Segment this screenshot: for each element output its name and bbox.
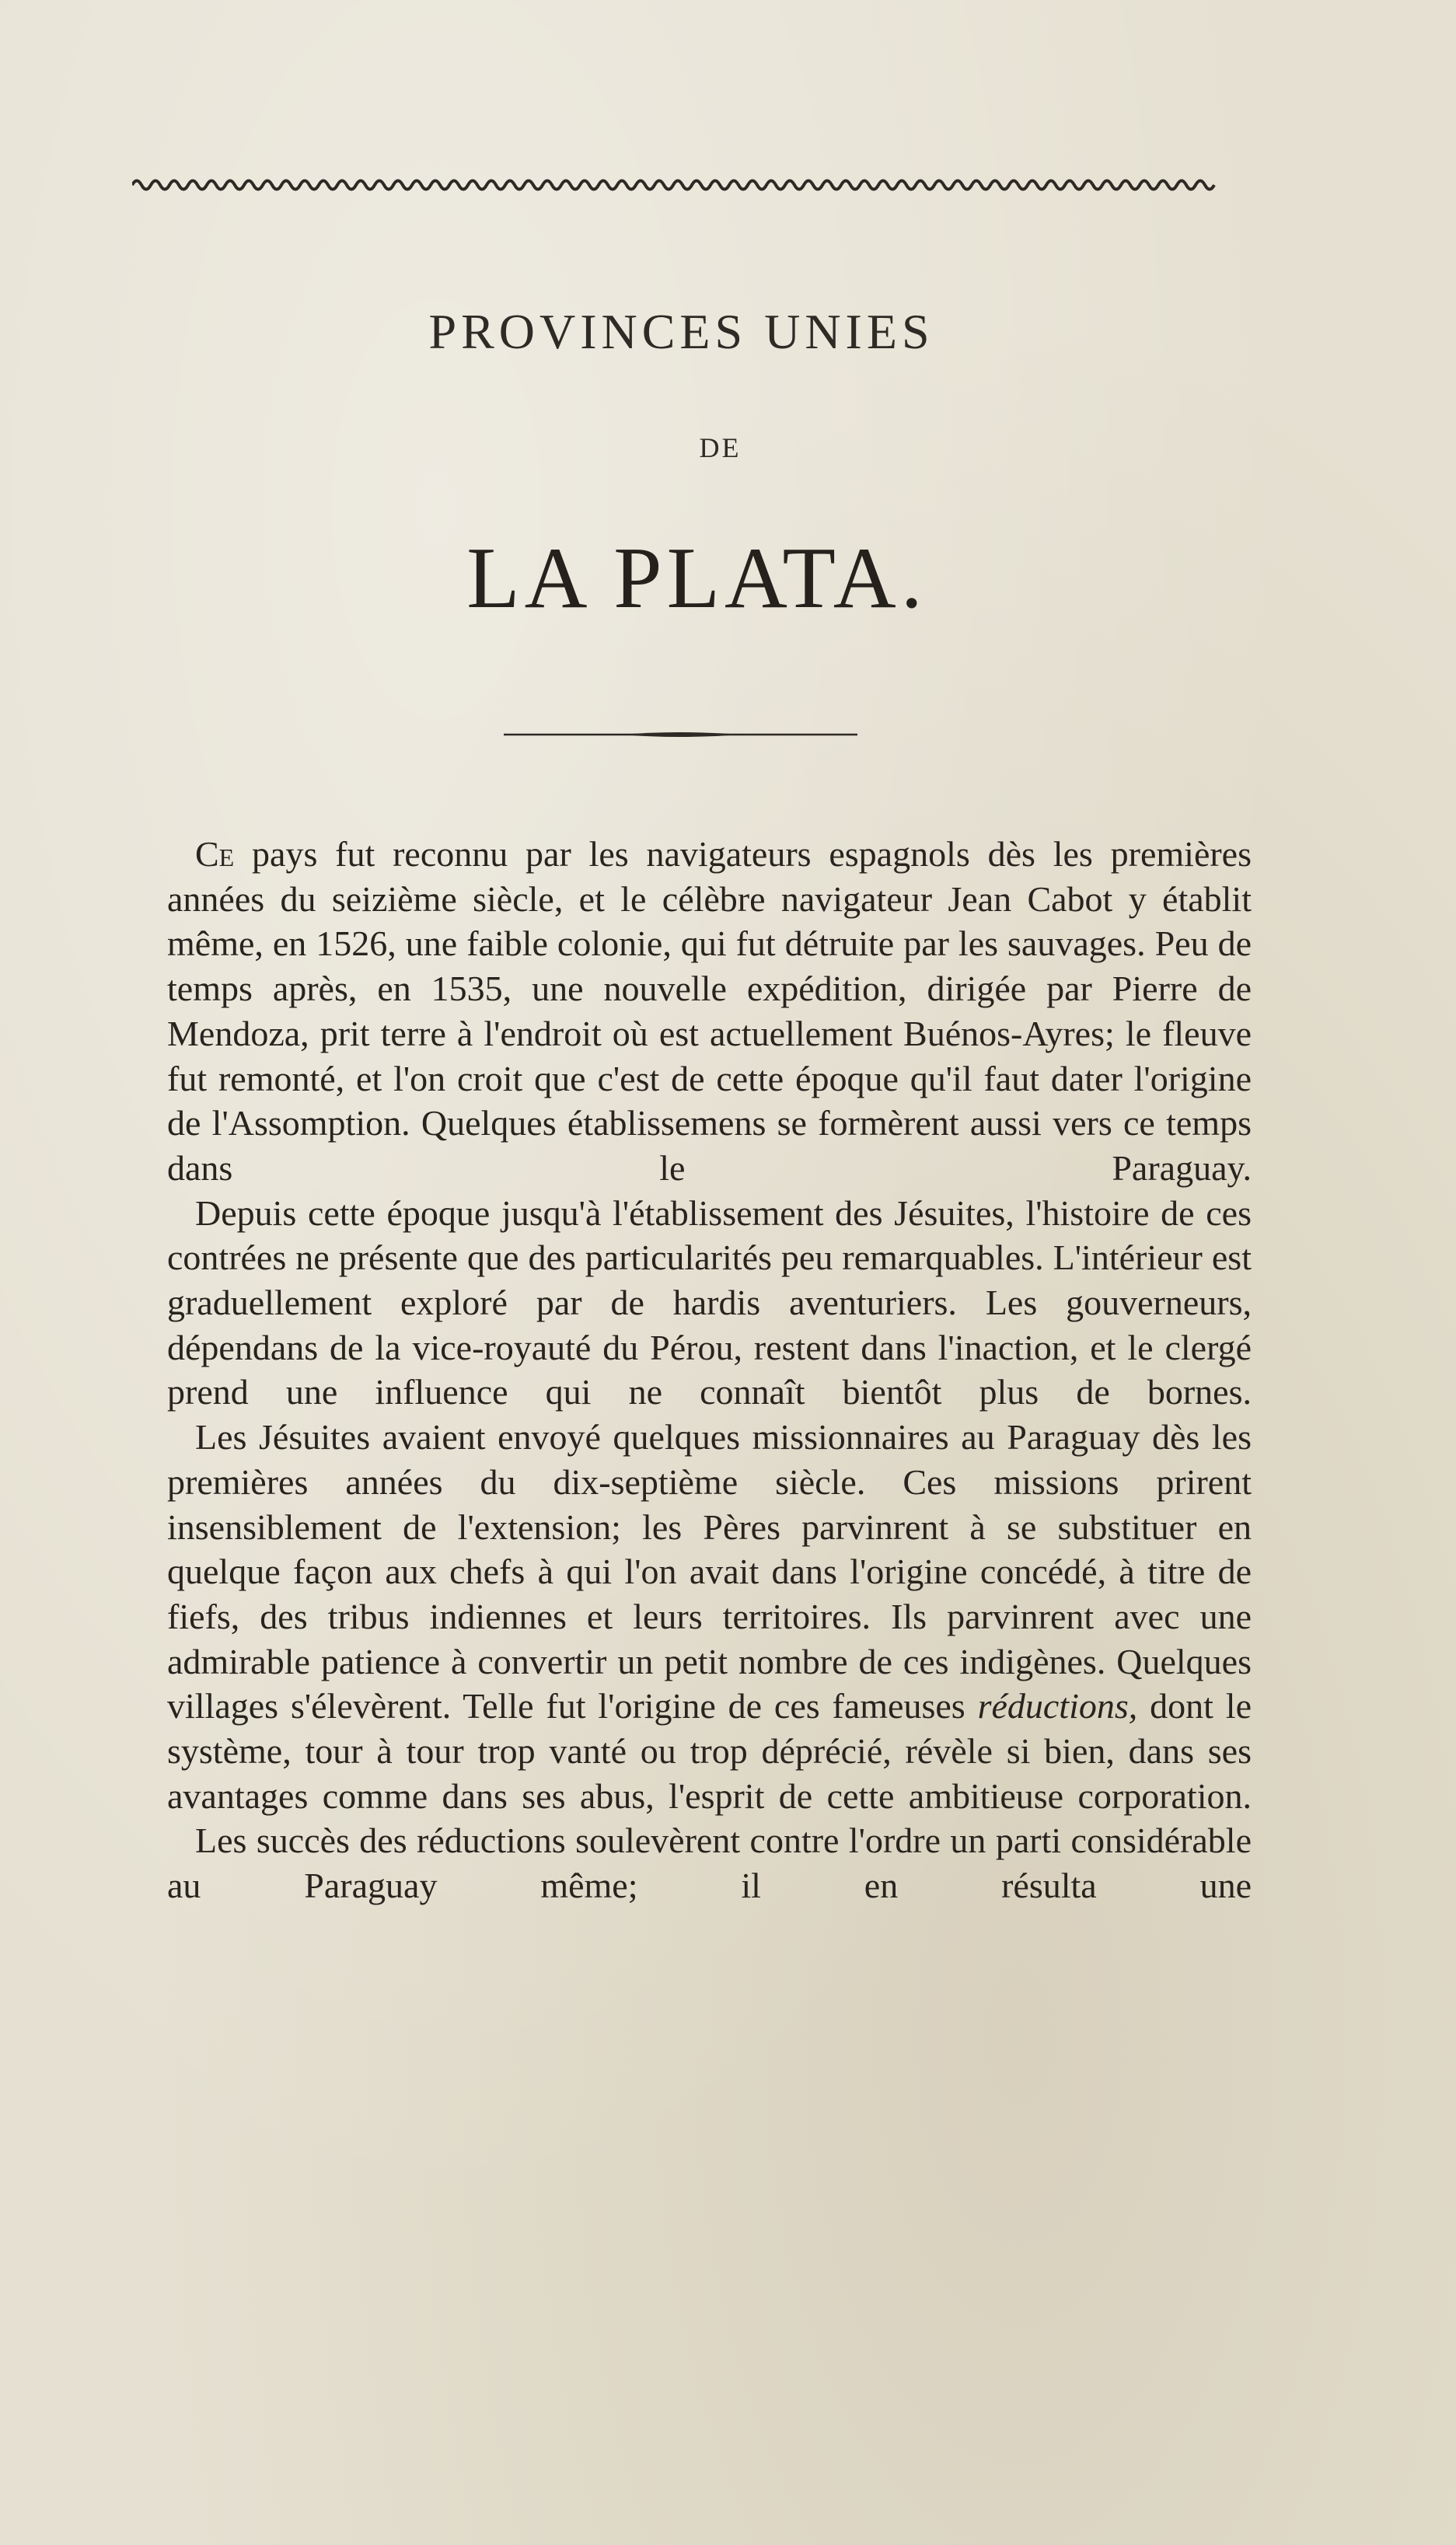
- decorative-top-border: [132, 175, 1217, 195]
- title-line-3: LA PLATA.: [466, 530, 927, 627]
- title-line-1: PROVINCES UNIES: [428, 304, 934, 359]
- paragraph-3-text-after: dont le système, tour à tour trop vanté ou trop déprécié, révèle si bien, dans ses avantages comme dans ses abus, l'esprit de cette ambitieuse corporation.: [167, 1686, 1252, 1816]
- paragraph-3-text-before: Les Jésuites avaient envoyé quelques missionnaires au Paraguay dès les premières années du dix-septième siècle. Ces missions prirent insensiblement de l'extension; les Pères parvinrent à se substituer en quelque façon aux chefs à qui l'on avait dans l'origine concédé, à titre de fiefs, des tribus indiennes et leurs territoires. Ils parvinrent avec une admirable patience à convertir un petit nombre de ces indigènes. Quelques villages s'élevèrent. Telle fut l'origine de ces fameuses: [167, 1417, 1252, 1726]
- body-text: [167, 832, 1252, 1908]
- paragraph-3: [167, 1415, 1252, 1818]
- paragraph-1-text: pays fut reconnu par les navigateurs espagnols dès les premières années du seizième siècle, et le célèbre navigateur Jean Cabot y établit même, en 1526, une faible colonie, qui fut détruite par les sauvages. Peu de temps après, en 1535, une nouvelle expédition, dirigée par Pierre de Mendoza, prit terre à l'endroit où est actuellement Buénos-Ayres; le fleuve fut remonté, et l'on croit que c'est de cette époque qu'il faut dater l'origine de l'Assomption. Quelques établissemens se formèrent aussi vers ce temps dans le Paraguay.: [167, 834, 1252, 1188]
- paragraph-1-lead: Ce: [195, 834, 235, 874]
- divider-rule: [504, 729, 857, 740]
- paragraph-3-italic: réductions,: [977, 1686, 1138, 1726]
- paragraph-4: Les succès des réductions soulevèrent contre l'ordre un parti considérable au Paraguay même; il en résulta une: [167, 1821, 1252, 1906]
- paragraph-2: Depuis cette époque jusqu'à l'établissement des Jésuites, l'histoire de ces contrées ne présente que des particularités peu remarquables. L'intérieur est graduellement exploré par de hardis aventuriers. Les gouverneurs, dépendans de la vice-royauté du Pérou, restent dans l'inaction, et le clergé prend une influence qui ne connaît bientôt plus de bornes.: [167, 1192, 1252, 1412]
- paragraph-1: [167, 832, 1252, 1191]
- title-line-2: DE: [699, 432, 742, 463]
